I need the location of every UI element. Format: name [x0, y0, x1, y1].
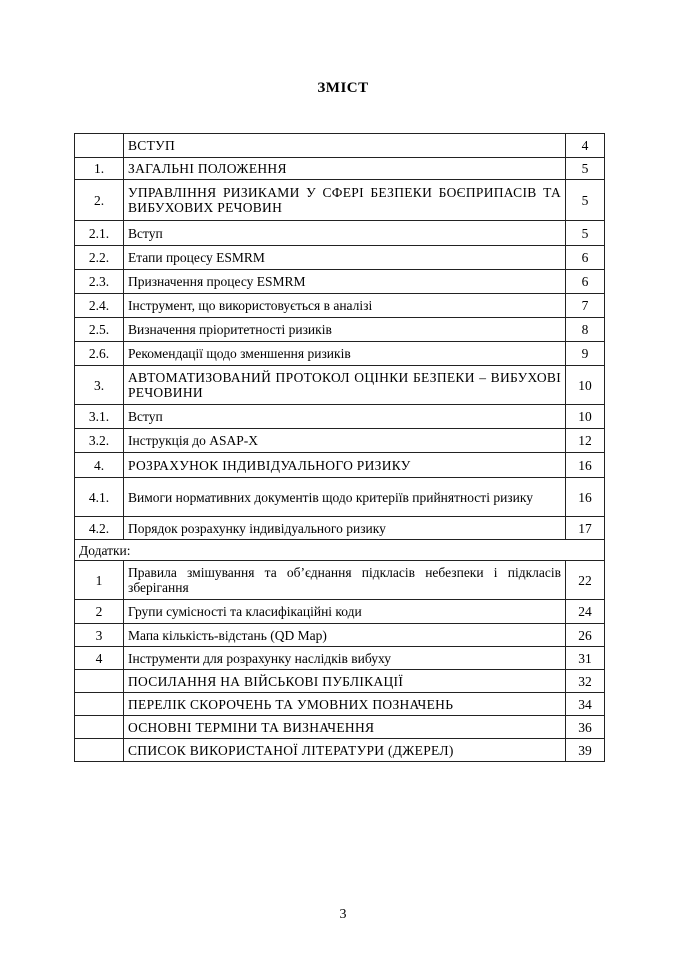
toc-title: Вступ: [124, 221, 566, 246]
toc-title: ПОСИЛАННЯ НА ВІЙСЬКОВІ ПУБЛІКАЦІЇ: [124, 670, 566, 693]
toc-number: 2.4.: [75, 294, 124, 318]
toc-row: [75, 158, 605, 180]
toc-title: ПЕРЕЛІК СКОРОЧЕНЬ ТА УМОВНИХ ПОЗНАЧЕНЬ: [124, 693, 566, 716]
toc-row: [75, 429, 605, 453]
toc-row: [75, 561, 605, 600]
toc-page: 10: [566, 366, 605, 405]
toc-page: 5: [566, 180, 605, 221]
toc-row: [75, 180, 605, 221]
toc-title: СПИСОК ВИКОРИСТАНОЇ ЛІТЕРАТУРИ (ДЖЕРЕЛ): [124, 739, 566, 762]
toc-title: Інструменти для розрахунку наслідків вибуху: [124, 647, 566, 670]
toc-title: Порядок розрахунку індивідуального ризику: [124, 517, 566, 540]
toc-title: Рекомендації щодо зменшення ризиків: [124, 342, 566, 366]
toc-row: [75, 366, 605, 405]
toc-row: [75, 600, 605, 624]
toc-number: [75, 134, 124, 158]
toc-page: 6: [566, 246, 605, 270]
toc-title: Групи сумісності та класифікаційні коди: [124, 600, 566, 624]
toc-title: Вступ: [124, 405, 566, 429]
toc-page: 22: [566, 561, 605, 600]
toc-page: 5: [566, 158, 605, 180]
toc-title: Етапи процесу ESMRM: [124, 246, 566, 270]
toc-row: [75, 453, 605, 478]
appendix-label: Додатки:: [75, 540, 605, 561]
toc-number: 3: [75, 624, 124, 647]
toc-row: [75, 294, 605, 318]
toc-number: 2.6.: [75, 342, 124, 366]
toc-row: [75, 405, 605, 429]
toc-appendix-row: [75, 540, 605, 561]
toc-title: Правила змішування та об’єднання підкласів небезпеки і підкласів зберігання: [124, 561, 566, 600]
toc-row: [75, 478, 605, 517]
table-of-contents: [74, 133, 605, 762]
toc-number: [75, 739, 124, 762]
toc-row: [75, 739, 605, 762]
toc-row: [75, 670, 605, 693]
toc-page: 16: [566, 453, 605, 478]
toc-page: 4: [566, 134, 605, 158]
toc-number: 3.: [75, 366, 124, 405]
toc-number: 2.2.: [75, 246, 124, 270]
toc-title: Мапа кількість-відстань (QD Map): [124, 624, 566, 647]
toc-page: 12: [566, 429, 605, 453]
toc-title: Вимоги нормативних документів щодо критеріїв прийнятності ризику: [124, 478, 566, 517]
toc-number: [75, 670, 124, 693]
toc-title: Інструкція до ASAP-X: [124, 429, 566, 453]
toc-page: 5: [566, 221, 605, 246]
toc-row: [75, 716, 605, 739]
toc-number: 4.2.: [75, 517, 124, 540]
toc-number: 2.5.: [75, 318, 124, 342]
page-number: 3: [339, 907, 347, 922]
toc-page: 7: [566, 294, 605, 318]
toc-number: 4: [75, 647, 124, 670]
toc-page: 36: [566, 716, 605, 739]
toc-number: 2.3.: [75, 270, 124, 294]
toc-page: 16: [566, 478, 605, 517]
toc-title: ОСНОВНІ ТЕРМІНИ ТА ВИЗНАЧЕННЯ: [124, 716, 566, 739]
toc-page: 26: [566, 624, 605, 647]
toc-number: [75, 693, 124, 716]
toc-page: 39: [566, 739, 605, 762]
toc-number: 4.: [75, 453, 124, 478]
toc-page: 6: [566, 270, 605, 294]
toc-row: [75, 647, 605, 670]
toc-row: [75, 134, 605, 158]
toc-page: 17: [566, 517, 605, 540]
page-title: ЗМІСТ: [317, 80, 369, 96]
toc-number: [75, 716, 124, 739]
toc-number: 3.2.: [75, 429, 124, 453]
toc-row: [75, 246, 605, 270]
toc-page: 24: [566, 600, 605, 624]
toc-page: 32: [566, 670, 605, 693]
toc-row: [75, 693, 605, 716]
toc-number: 4.1.: [75, 478, 124, 517]
toc-title: Призначення процесу ESMRM: [124, 270, 566, 294]
toc-row: [75, 342, 605, 366]
toc-number: 3.1.: [75, 405, 124, 429]
toc-title: АВТОМАТИЗОВАНИЙ ПРОТОКОЛ ОЦІНКИ БЕЗПЕКИ – ВИБУХОВІ РЕЧОВИНИ: [124, 366, 566, 405]
toc-number: 1.: [75, 158, 124, 180]
toc-page: 10: [566, 405, 605, 429]
toc-row: [75, 318, 605, 342]
toc-row: [75, 270, 605, 294]
toc-number: 2: [75, 600, 124, 624]
toc-number: 2.1.: [75, 221, 124, 246]
toc-title: ЗАГАЛЬНІ ПОЛОЖЕННЯ: [124, 158, 566, 180]
toc-page: 9: [566, 342, 605, 366]
toc-title: Визначення пріоритетності ризиків: [124, 318, 566, 342]
toc-row: [75, 221, 605, 246]
toc-number: 1: [75, 561, 124, 600]
toc-number: 2.: [75, 180, 124, 221]
toc-page: 8: [566, 318, 605, 342]
toc-title: ВСТУП: [124, 134, 566, 158]
toc-page: 34: [566, 693, 605, 716]
toc-page: 31: [566, 647, 605, 670]
toc-title: Інструмент, що використовується в аналізі: [124, 294, 566, 318]
toc-row: [75, 624, 605, 647]
toc-row: [75, 517, 605, 540]
toc-title: РОЗРАХУНОК ІНДИВІДУАЛЬНОГО РИЗИКУ: [124, 453, 566, 478]
toc-title: УПРАВЛІННЯ РИЗИКАМИ У СФЕРІ БЕЗПЕКИ БОЄПРИПАСІВ ТА ВИБУХОВИХ РЕЧОВИН: [124, 180, 566, 221]
